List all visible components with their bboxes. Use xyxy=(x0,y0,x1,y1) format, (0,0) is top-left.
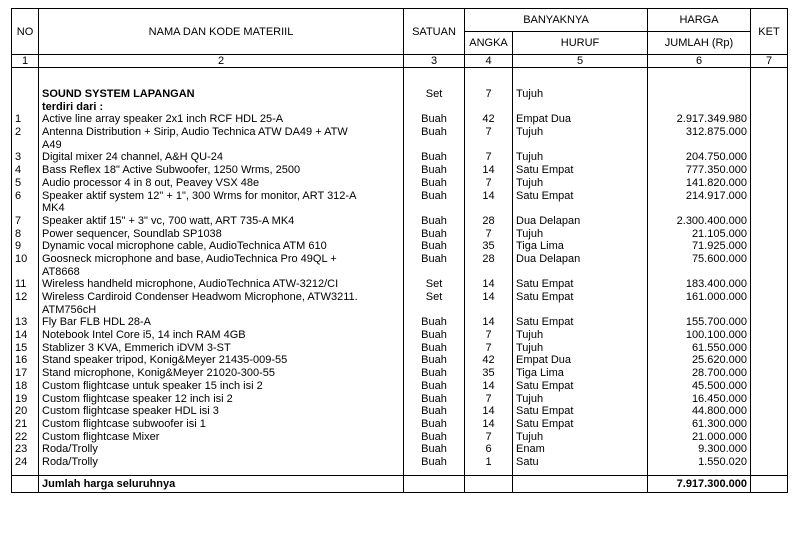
item-jumlah: 2.917.349.980 xyxy=(676,113,747,126)
item-name-line: Digital mixer 24 channel, A&H QU-24 xyxy=(42,151,223,164)
item-huruf: Satu Empat xyxy=(516,278,574,291)
item-huruf: Satu Empat xyxy=(516,316,574,329)
item-jumlah: 1.550.020 xyxy=(698,455,747,468)
col-index-cell: 6 xyxy=(648,55,751,68)
item-huruf: Satu Empat xyxy=(516,417,574,430)
item-angka: 14 xyxy=(482,379,495,392)
material-table xyxy=(11,8,788,493)
header-row-1 xyxy=(12,9,788,32)
item-huruf: Tujuh xyxy=(516,430,544,443)
blank xyxy=(651,202,747,215)
item-name-line: AT8668 xyxy=(42,265,80,278)
blank xyxy=(468,101,509,114)
item-no: 17 xyxy=(15,367,28,380)
blank xyxy=(651,101,747,114)
ket-blank xyxy=(754,126,784,139)
item-jumlah: 71.925.000 xyxy=(691,240,747,253)
ket-blank xyxy=(754,456,784,469)
item-satuan: Buah xyxy=(421,126,447,139)
ket-blank xyxy=(754,342,784,355)
item-name-line: Custom flightcase speaker 12 inch isi 2 xyxy=(42,392,233,405)
item-satuan: Buah xyxy=(421,151,447,164)
item-name-line: Roda/Trolly xyxy=(42,455,98,468)
item-jumlah: 21.000.000 xyxy=(691,430,747,443)
item-angka: 7 xyxy=(485,341,492,354)
item-huruf: Satu Empat xyxy=(516,379,574,392)
item-jumlah: 777.350.000 xyxy=(685,164,747,177)
item-no-blank xyxy=(15,101,35,114)
header-angka: ANGKA xyxy=(465,32,513,55)
item-angka: 14 xyxy=(482,278,495,291)
item-jumlah: 61.550.000 xyxy=(691,341,747,354)
item-no: 11 xyxy=(15,278,27,291)
item-name-line: Notebook Intel Core i5, 14 inch RAM 4GB xyxy=(42,329,246,342)
item-name-line: Custom flightcase speaker HDL isi 3 xyxy=(42,405,219,418)
blank xyxy=(516,101,644,114)
item-no-blank xyxy=(15,139,35,152)
col-index-cell: 3 xyxy=(404,55,465,68)
item-jumlah: 75.600.000 xyxy=(691,252,747,265)
item-angka: 7 xyxy=(485,392,492,405)
blank xyxy=(516,202,644,215)
col-index-cell: 5 xyxy=(513,55,648,68)
item-name-line: Audio processor 4 in 8 out, Peavey VSX 48e xyxy=(42,176,260,189)
item-angka: 14 xyxy=(482,164,495,177)
item-satuan: Buah xyxy=(421,443,447,456)
item-satuan: Buah xyxy=(421,240,447,253)
item-no-blank xyxy=(15,202,35,215)
header-nama: NAMA DAN KODE MATERIIL xyxy=(39,9,404,55)
item-jumlah: 214.917.000 xyxy=(685,189,747,202)
blank xyxy=(407,304,461,317)
item-angka: 14 xyxy=(482,405,495,418)
item-name-line: Antenna Distribution + Sirip, Audio Technica ATW DA49 + ATW xyxy=(42,126,348,139)
blank xyxy=(516,304,644,317)
item-no: 7 xyxy=(15,214,22,227)
total-satuan xyxy=(404,475,465,492)
item-angka: 35 xyxy=(482,240,495,253)
header-ket: KET xyxy=(751,9,788,55)
ket-blank xyxy=(754,228,784,241)
item-angka: 7 xyxy=(485,227,492,240)
item-angka: 42 xyxy=(482,354,495,367)
item-no-blank xyxy=(15,266,35,279)
item-name-line: Custom flightcase Mixer xyxy=(42,430,160,443)
ket-blank xyxy=(754,177,784,190)
item-name-line: A49 xyxy=(42,138,62,151)
item-huruf: Enam xyxy=(516,443,545,456)
item-name-line: Speaker aktif 15" + 3" vc, 700 watt, ART 735-A MK4 xyxy=(42,214,295,227)
item-satuan: Buah xyxy=(421,252,447,265)
item-name-line: Stand speaker tripod, Konig&Meyer 21435-009-55 xyxy=(42,354,288,367)
item-satuan: Buah xyxy=(421,176,447,189)
item-satuan: Buah xyxy=(421,354,447,367)
item-satuan: Buah xyxy=(421,430,447,443)
item-jumlah: 16.450.000 xyxy=(691,392,747,405)
blank xyxy=(651,304,747,317)
group-subtitle: terdiri dari : xyxy=(42,100,104,113)
ket-blank xyxy=(754,316,784,329)
item-name-line: Wireless Cardiroid Condenser Headwom Microphone, ATW3211. xyxy=(42,291,358,303)
item-huruf: Tujuh xyxy=(516,227,544,240)
item-jumlah: 45.500.000 xyxy=(691,379,747,392)
item-huruf: Tujuh xyxy=(516,151,544,164)
item-no: 6 xyxy=(15,189,22,202)
item-jumlah: 141.820.000 xyxy=(685,176,747,189)
item-no: 19 xyxy=(15,392,28,405)
item-satuan: Buah xyxy=(421,164,447,177)
item-no: 1 xyxy=(15,113,22,126)
blank xyxy=(516,266,644,279)
item-no: 2 xyxy=(15,126,22,139)
blank xyxy=(468,266,509,279)
item-angka: 14 xyxy=(482,316,495,329)
item-satuan: Buah xyxy=(421,227,447,240)
item-no: 5 xyxy=(15,176,22,189)
ket-blank xyxy=(754,278,784,291)
item-jumlah: 61.300.000 xyxy=(691,417,747,430)
item-satuan: Buah xyxy=(421,113,447,126)
col-index-cell: 4 xyxy=(465,55,513,68)
col-satuan xyxy=(404,68,465,476)
item-huruf: Tujuh xyxy=(516,392,544,405)
item-no: 18 xyxy=(15,379,28,392)
col-nama xyxy=(39,68,404,476)
item-angka: 14 xyxy=(482,189,495,202)
item-jumlah: 312.875.000 xyxy=(685,126,747,139)
item-jumlah: 25.620.000 xyxy=(691,354,747,367)
item-name-line: Roda/Trolly xyxy=(42,443,98,456)
item-no: 24 xyxy=(15,455,28,468)
group-angka: 7 xyxy=(485,88,492,100)
column-index-row xyxy=(12,55,788,68)
item-angka: 28 xyxy=(482,214,495,227)
blank xyxy=(407,202,461,215)
item-no: 4 xyxy=(15,164,22,177)
item-satuan: Buah xyxy=(421,405,447,418)
col-no xyxy=(12,68,39,476)
ket-blank xyxy=(754,329,784,342)
blank xyxy=(407,139,461,152)
ket-blank xyxy=(754,354,784,367)
ket-blank xyxy=(754,253,784,266)
total-label: Jumlah harga seluruhnya xyxy=(39,475,404,492)
item-name-line: Fly Bar FLB HDL 28-A xyxy=(42,316,152,329)
item-angka: 7 xyxy=(485,151,492,164)
item-angka: 7 xyxy=(485,329,492,342)
item-no-blank xyxy=(15,304,35,317)
ket-blank xyxy=(754,215,784,228)
ket-blank xyxy=(754,431,784,444)
item-huruf: Dua Delapan xyxy=(516,214,581,227)
header-no: NO xyxy=(12,9,39,55)
total-value: 7.917.300.000 xyxy=(648,475,751,492)
blank xyxy=(407,101,461,114)
blank xyxy=(651,139,747,152)
item-name-line: Custom flightcase untuk speaker 15 inch isi 2 xyxy=(42,379,263,392)
total-ket xyxy=(751,475,788,492)
ket-blank xyxy=(754,101,784,114)
item-no: 21 xyxy=(15,417,28,430)
header-harga: HARGA xyxy=(648,9,751,32)
ket-blank xyxy=(754,164,784,177)
item-no: 10 xyxy=(15,252,28,265)
ket-blank xyxy=(754,151,784,164)
item-no: 20 xyxy=(15,405,28,418)
item-satuan: Buah xyxy=(421,367,447,380)
item-satuan: Buah xyxy=(421,455,447,468)
total-angka xyxy=(465,475,513,492)
item-satuan: Buah xyxy=(421,379,447,392)
item-huruf: Tujuh xyxy=(516,329,544,342)
group-huruf: Tujuh xyxy=(516,88,544,100)
blank xyxy=(516,139,644,152)
total-huruf xyxy=(513,475,648,492)
ket-blank xyxy=(754,443,784,456)
item-huruf: Satu xyxy=(516,455,539,468)
item-no: 9 xyxy=(15,240,22,253)
ket-blank xyxy=(754,139,784,152)
ket-blank xyxy=(754,367,784,380)
group-jumlah-blank xyxy=(651,88,747,101)
item-no-blank xyxy=(15,88,35,101)
ket-blank xyxy=(754,304,784,317)
item-huruf: Satu Empat xyxy=(516,189,574,202)
total-row xyxy=(12,475,788,492)
blank xyxy=(468,202,509,215)
ket-blank xyxy=(754,240,784,253)
item-no: 16 xyxy=(15,354,28,367)
item-satuan: Buah xyxy=(421,417,447,430)
item-name-line: MK4 xyxy=(42,202,65,215)
ket-blank xyxy=(754,113,784,126)
item-huruf: Tiga Lima xyxy=(516,367,564,380)
ket-blank xyxy=(754,418,784,431)
col-index-cell: 1 xyxy=(12,55,39,68)
item-name-line: Active line array speaker 2x1 inch RCF HDL 25-A xyxy=(42,113,284,126)
item-angka: 14 xyxy=(482,417,495,430)
item-angka: 7 xyxy=(485,126,492,139)
item-satuan: Buah xyxy=(421,341,447,354)
item-angka: 42 xyxy=(482,113,495,126)
body-row xyxy=(12,68,788,476)
item-no: 13 xyxy=(15,316,28,329)
item-name-line: Stablizer 3 KVA, Emmerich iDVM 3-ST xyxy=(42,341,231,354)
ket-blank xyxy=(754,405,784,418)
col-index-cell: 2 xyxy=(39,55,404,68)
ket-blank xyxy=(754,190,784,203)
item-satuan: Buah xyxy=(421,316,447,329)
item-angka: 7 xyxy=(485,176,492,189)
ket-blank xyxy=(754,380,784,393)
item-jumlah: 155.700.000 xyxy=(685,316,747,329)
col-angka xyxy=(465,68,513,476)
col-huruf xyxy=(513,68,648,476)
ket-blank xyxy=(754,291,784,304)
item-jumlah: 44.800.000 xyxy=(691,405,747,418)
item-angka: 1 xyxy=(485,455,492,468)
blank xyxy=(468,304,509,317)
header-satuan: SATUAN xyxy=(404,9,465,55)
col-jumlah xyxy=(648,68,751,476)
item-huruf: Tujuh xyxy=(516,341,544,354)
item-huruf: Satu Empat xyxy=(516,164,574,177)
item-huruf: Satu Empat xyxy=(516,291,574,303)
item-satuan: Buah xyxy=(421,214,447,227)
col-ket xyxy=(751,68,788,476)
item-huruf: Tujuh xyxy=(516,176,544,189)
item-jumlah: 2.300.400.000 xyxy=(676,214,747,227)
item-no: 15 xyxy=(15,341,28,354)
total-no xyxy=(12,475,39,492)
blank xyxy=(407,266,461,279)
item-jumlah: 100.100.000 xyxy=(685,329,747,342)
item-angka: 6 xyxy=(485,443,492,456)
item-angka: 7 xyxy=(485,430,492,443)
item-no: 22 xyxy=(15,430,28,443)
item-jumlah: 9.300.000 xyxy=(698,443,747,456)
item-jumlah: 183.400.000 xyxy=(685,278,747,291)
item-huruf: Dua Delapan xyxy=(516,252,581,265)
ket-blank xyxy=(754,266,784,279)
item-jumlah: 21.105.000 xyxy=(691,227,747,240)
item-satuan: Buah xyxy=(421,392,447,405)
item-satuan: Buah xyxy=(421,189,447,202)
item-angka: 35 xyxy=(482,367,495,380)
item-huruf: Tiga Lima xyxy=(516,240,564,253)
item-jumlah: 161.000.000 xyxy=(685,291,747,303)
ket-blank xyxy=(754,202,784,215)
item-name-line: Stand microphone, Konig&Meyer 21020-300-55 xyxy=(42,367,275,380)
item-satuan: Set xyxy=(425,291,443,303)
item-name-line: Bass Reflex 18" Active Subwoofer, 1250 Wrms, 2500 xyxy=(42,164,301,177)
header-huruf: HURUF xyxy=(513,32,648,55)
header-banyaknya: BANYAKNYA xyxy=(465,9,648,32)
item-satuan: Buah xyxy=(421,329,447,342)
item-no: 8 xyxy=(15,227,22,240)
item-name-line: Wireless handheld microphone, AudioTechnica ATW-3212/CI xyxy=(42,278,339,291)
item-huruf: Empat Dua xyxy=(516,113,572,126)
item-jumlah: 204.750.000 xyxy=(685,151,747,164)
item-huruf: Empat Dua xyxy=(516,354,572,367)
group-title: SOUND SYSTEM LAPANGAN xyxy=(42,88,195,100)
item-no: 23 xyxy=(15,443,28,456)
ket-blank xyxy=(754,393,784,406)
item-no: 14 xyxy=(15,329,28,342)
header-jumlah: JUMLAH (Rp) xyxy=(648,32,751,55)
blank xyxy=(651,266,747,279)
col-index-cell: 7 xyxy=(751,55,788,68)
item-jumlah: 28.700.000 xyxy=(691,367,747,380)
item-name-line: ATM756cH xyxy=(42,303,97,316)
item-name-line: Dynamic vocal microphone cable, AudioTechnica ATM 610 xyxy=(42,240,327,253)
item-name-line: Speaker aktif system 12" + 1", 300 Wrms for monitor, ART 312-A xyxy=(42,189,357,202)
item-angka: 14 xyxy=(482,291,495,303)
item-huruf: Tujuh xyxy=(516,126,544,139)
blank xyxy=(468,139,509,152)
group-satuan: Set xyxy=(425,88,443,100)
item-name-line: Custom flightcase subwoofer isi 1 xyxy=(42,417,206,430)
item-name-line: Goosneck microphone and base, AudioTechnica Pro 49QL + xyxy=(42,252,337,265)
item-satuan: Set xyxy=(425,278,443,291)
item-no: 3 xyxy=(15,151,22,164)
item-huruf: Satu Empat xyxy=(516,405,574,418)
item-angka: 28 xyxy=(482,252,495,265)
ket-blank xyxy=(754,88,784,101)
item-name-line: Power sequencer, Soundlab SP1038 xyxy=(42,227,222,240)
item-no: 12 xyxy=(15,291,28,303)
